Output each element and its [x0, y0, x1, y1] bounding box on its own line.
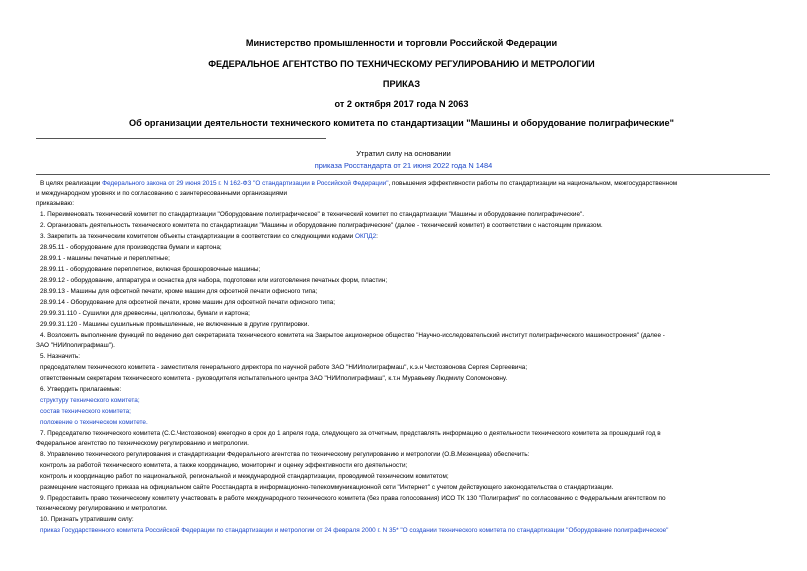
agency-name: ФЕДЕРАЛЬНОЕ АГЕНТСТВО ПО ТЕХНИЧЕСКОМУ РЕГУЛИРОВАНИЮ И МЕТРОЛОГИИ — [208, 59, 595, 69]
code-item: 28.99.11 - оборудование переплетное, включая брошюровочные машины; — [40, 266, 261, 273]
code-item: 28.95.11 - оборудование для производства бумаги и картона; — [40, 244, 222, 251]
paragraph-3-colon: : — [376, 233, 378, 240]
repeal-status: Утратил силу на основании — [356, 149, 451, 158]
paragraph-3-text: 3. Закрепить за техническим комитетом объекты стандартизации в соответствии со следующими кодами — [40, 233, 355, 240]
paragraph-7-cont: Федеральное агентство по техническому регулированию и метрологии. — [36, 440, 249, 447]
code-item: 29.99.31.110 - Сушилки для древесины, целлюлозы, бумаги и картона; — [40, 310, 250, 317]
intro-line-1 — [40, 180, 677, 188]
chairman-appointment: председателем технического комитета - заместителя генерального директора по научной работе ЗАО "НИИполиграфмаш", к.э.н Чистозвонова Сергея Сергеевича; — [40, 364, 528, 371]
paragraph-9-cont: техническому регулированию и метрологии. — [36, 505, 168, 512]
federal-law-link[interactable]: Федерального закона от 29 июня 2015 г. N 162-ФЗ "О стандартизации в Российской Федерации" — [102, 180, 389, 187]
secretary-appointment: ответственным секретарем технического комитета - руководителя испытательного центра ЗАО "НИИполиграфмаш", к.т.н Муравьеву Людмилу Соломоновну. — [40, 375, 508, 382]
paragraph-8: 8. Управлению технического регулирования и стандартизации Федерального агентства по техническому регулированию и метрологии (О.В.Мезенцева) обеспечить: — [40, 451, 530, 458]
code-item: 29.99.31.120 - Машины сушильные промышленные, не включенные в другие группировки. — [40, 321, 310, 328]
repealed-order-link[interactable]: приказ Государственного комитета Российской Федерации по стандартизации и метрологии от 24 февраля 2000 г. N 35* "О создании технического комитета по стандартизации "Оборудование полиграфическое" — [40, 527, 669, 534]
composition-link[interactable]: состав технического комитета; — [40, 408, 131, 415]
code-item: 28.99.14 - Оборудование для офсетной печати, кроме машин для офсетной печати офисного типа; — [40, 299, 336, 306]
paragraph-4-cont: ЗАО "НИИполиграфмаш"). — [36, 342, 115, 349]
paragraph-10: 10. Признать утратившим силу: — [40, 516, 134, 523]
code-item: 28.99.12 - оборудование, аппаратура и оснастка для набора, подготовки или изготовления печатных форм, пластин; — [40, 277, 388, 284]
duty-item: контроль за работой технического комитета, а также координацию, мониторинг и оценку эффективности его деятельности; — [40, 462, 408, 469]
paragraph-2: 2. Организовать деятельность технического комитета по стандартизации "Машины и оборудование полиграфические" (далее - технический комитет) в соответствии с настоящим приказом. — [40, 222, 603, 229]
okpd2-link[interactable]: ОКПД2 — [355, 233, 377, 240]
intro-text-a: В целях реализации — [40, 180, 103, 187]
doc-type: ПРИКАЗ — [382, 79, 421, 89]
paragraph-7: 7. Председателю технического комитета (С.С.Чистозвонов) ежегодно в срок до 1 апреля года, следующего за отчетным, представлять информацию о деятельности технического комитета за прошедший год в — [40, 430, 661, 437]
composition-link-line — [40, 408, 131, 416]
paragraph-1: 1. Переименовать технический комитет по стандартизации "Оборудование полиграфическое" в технический комитет по стандартизации "Машины и оборудование полиграфические". — [40, 211, 585, 218]
order-word: приказываю: — [36, 200, 74, 207]
intro-text-b: , повышения эффективности работы по стандартизации на национальном, межгосударственном — [388, 180, 678, 187]
repeal-link-line — [0, 161, 807, 170]
code-item: 28.99.1 - машины печатные и переплетные; — [40, 255, 170, 262]
code-item: 28.99.13 - Машины для офсетной печати, кроме машин для офсетной печати офисного типа; — [40, 288, 318, 295]
repealed-order-line — [40, 527, 668, 535]
divider-top — [36, 138, 326, 139]
paragraph-4: 4. Возложить выполнение функций по ведению дел секретариата технического комитета на Закрытое акционерное общество "Научно-исследовательский институт полиграфического машиностроения" (далее - — [40, 332, 665, 339]
paragraph-5: 5. Назначить: — [40, 353, 81, 360]
duty-item: контроль и координацию работ по национальной, региональной и международной стандартизации, проводимой техническим комитетом; — [40, 473, 449, 480]
structure-link-line — [40, 397, 140, 405]
paragraph-6: 6. Утвердить прилагаемые: — [40, 386, 122, 393]
intro-line-2: и международном уровнях и по согласованию с заинтересованными организациями — [36, 190, 288, 197]
doc-title: Об организации деятельности технического комитета по стандартизации "Машины и оборудование полиграфические" — [129, 118, 674, 128]
ministry-name: Министерство промышленности и торговли Российской Федерации — [245, 38, 558, 48]
duty-item: размещение настоящего приказа на официальном сайте Росстандарта в информационно-телекоммуникационной сети "Интернет" с учетом действующего законодательства о стандартизации. — [40, 484, 614, 491]
doc-date: от 2 октября 2017 года N 2063 — [334, 99, 469, 109]
structure-link[interactable]: структуру технического комитета; — [40, 397, 140, 404]
divider-bottom — [36, 174, 770, 175]
paragraph-3 — [40, 233, 378, 241]
regulation-link[interactable]: положение о техническом комитете. — [40, 419, 148, 426]
regulation-link-line — [40, 419, 148, 427]
paragraph-9: 9. Предоставить право техническому комитету участвовать в работе международного технического комитета (без права голосования) ИСО ТК 130 "Полиграфия" по согласованию с Федеральным агентством по — [40, 495, 666, 502]
repeal-link[interactable]: приказа Росстандарта от 21 июня 2022 года N 1484 — [314, 161, 493, 170]
